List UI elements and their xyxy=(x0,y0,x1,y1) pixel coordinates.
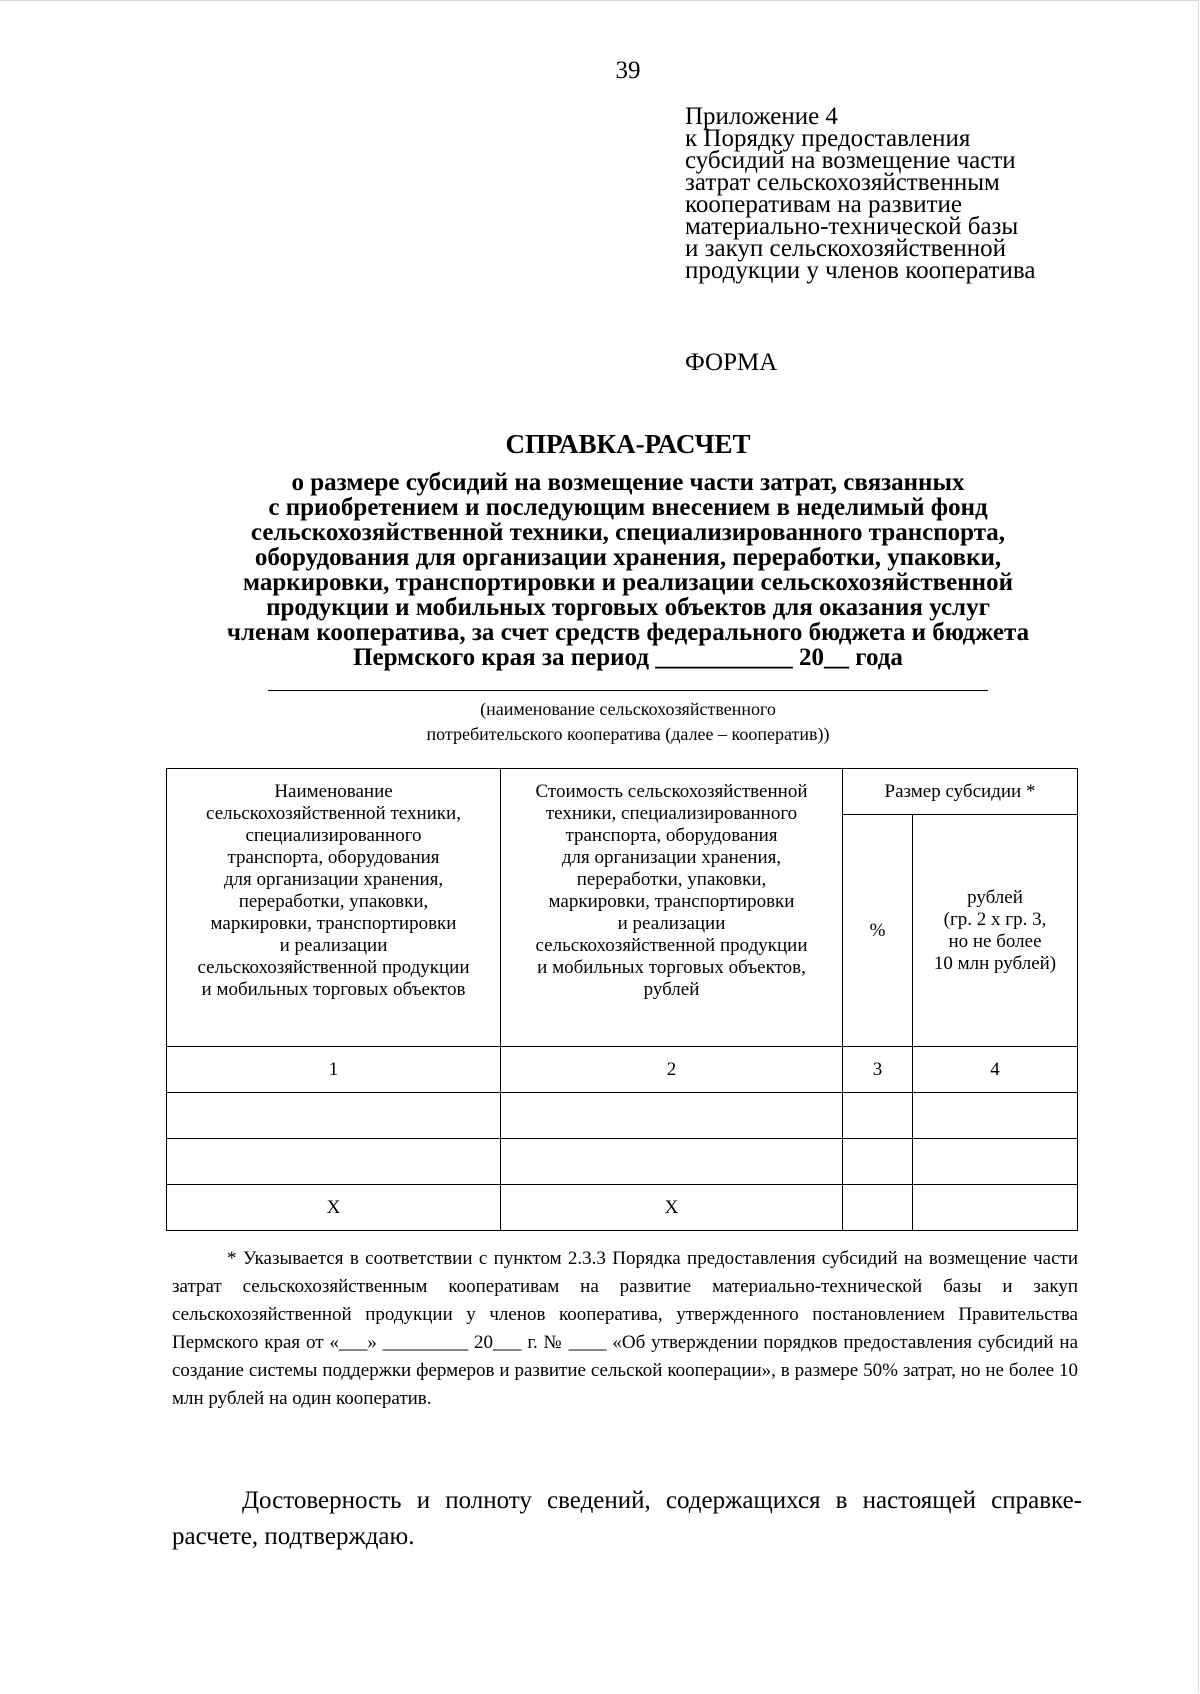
document-subtitle xyxy=(0,470,1200,670)
header-text: и реализации xyxy=(617,913,726,934)
appendix-line: продукции у членов кооператива xyxy=(685,257,1036,284)
header-text: Стоимость сельскохозяйственной xyxy=(535,781,808,802)
column-number: 1 xyxy=(167,1047,501,1093)
table-cell[interactable] xyxy=(843,1139,913,1185)
appendix-line: к Порядку предоставления xyxy=(685,125,971,152)
cooperative-name-caption xyxy=(0,697,1200,747)
table-cell[interactable] xyxy=(843,1185,913,1231)
header-text: и реализации xyxy=(279,935,388,956)
confirmation-statement xyxy=(172,1483,1082,1555)
confirmation-text: Достоверность и полноту сведений, содержащихся в настоящей справке-расчете, подтверждаю. xyxy=(172,1487,1082,1550)
table-row xyxy=(167,1139,1078,1185)
appendix-line: кооперативам на развитие xyxy=(685,191,963,218)
column-number: 4 xyxy=(913,1047,1078,1093)
form-label: ФОРМА xyxy=(685,349,778,376)
footnote-text: * Указывается в соответствии с пунктом 2.3.3 Порядка предоставления субсидий на возмещение части затрат сельскохозяйственным кооперативам на развитие материально-технической базы и закуп сельскохозяйственной продукции у членов кооператива, утвержденного постановлением Правительства Пермского края от «___» _________ 20___ г. № ____ «Об утверждении порядков предоставления субсидий на создание системы поддержки фермеров и развитие сельской кооперации», в размере 50% затрат, но не более 10 млн рублей на один кооператив. xyxy=(172,1248,1078,1409)
header-text: сельскохозяйственной продукции xyxy=(197,957,470,978)
table-cell[interactable] xyxy=(501,1139,843,1185)
header-text: рублей xyxy=(967,886,1023,908)
column-number-row xyxy=(167,1047,1078,1093)
footnote xyxy=(172,1245,1078,1413)
header-text: для организации хранения, xyxy=(561,847,782,868)
header-text: специализированного xyxy=(245,825,422,846)
header-text: транспорта, оборудования xyxy=(227,847,440,868)
table-cell[interactable] xyxy=(501,1093,843,1139)
table-cell[interactable] xyxy=(913,1185,1078,1231)
appendix-block xyxy=(685,103,1155,284)
header-text: 10 млн рублей) xyxy=(933,952,1057,974)
column-number: 3 xyxy=(843,1047,913,1093)
cooperative-name-line xyxy=(268,690,988,691)
header-text: для организации хранения, xyxy=(223,869,444,890)
subtitle-line: сельскохозяйственной техники, специализированного транспорта, xyxy=(250,519,1006,546)
header-text: маркировки, транспортировки xyxy=(210,913,457,934)
caption-line: (наименование сельскохозяйственного xyxy=(480,699,776,719)
document-title: СПРАВКА-РАСЧЕТ xyxy=(505,429,751,459)
subtitle-line: оборудования для организации хранения, переработки, упаковки, xyxy=(254,544,1002,571)
header-text: и мобильных торговых объектов, xyxy=(537,957,806,978)
header-subsidy-rubles xyxy=(913,815,1078,1047)
table-total-row xyxy=(167,1185,1078,1231)
column-number: 2 xyxy=(501,1047,843,1093)
header-text: маркировки, транспортировки xyxy=(548,891,795,912)
table-cell[interactable] xyxy=(913,1093,1078,1139)
appendix-line: материально-технической базы xyxy=(685,213,1019,240)
table-cell[interactable] xyxy=(843,1093,913,1139)
subtitle-line: Пермского края за период ___________ 20__ года xyxy=(353,644,903,671)
header-subsidy-size: Размер субсидии * xyxy=(843,769,1078,815)
header-text: и мобильных торговых объектов xyxy=(201,979,466,1000)
header-text: рублей xyxy=(643,979,700,1000)
table-cell[interactable] xyxy=(167,1139,501,1185)
subtitle-line: продукции и мобильных торговых объектов для оказания услуг xyxy=(266,594,990,621)
header-text: транспорта, оборудования xyxy=(565,825,778,846)
caption-line: потребительского кооператива (далее – кооператив)) xyxy=(426,724,830,744)
header-text: сельскохозяйственной продукции xyxy=(535,935,808,956)
header-text: но не более xyxy=(948,930,1042,952)
header-text: переработки, упаковки, xyxy=(576,869,767,890)
table-cell: Х xyxy=(501,1185,843,1231)
header-text: (гр. 2 х гр. 3, xyxy=(943,908,1047,930)
table-cell: Х xyxy=(167,1185,501,1231)
calculation-table xyxy=(166,768,1078,1231)
appendix-line: и закуп сельскохозяйственной xyxy=(685,235,1006,262)
subtitle-line: с приобретением и последующим внесением в неделимый фонд xyxy=(268,494,988,521)
header-equipment-cost xyxy=(501,769,843,1047)
appendix-line: Приложение 4 xyxy=(685,103,838,130)
header-text: Наименование xyxy=(274,781,393,802)
appendix-line: затрат сельскохозяйственным xyxy=(685,169,1000,196)
table-row xyxy=(167,1093,1078,1139)
header-equipment-name xyxy=(167,769,501,1047)
subtitle-line: о размере субсидий на возмещение части затрат, связанных xyxy=(291,469,965,496)
subtitle-line: маркировки, транспортировки и реализации сельскохозяйственной xyxy=(243,569,1013,596)
subtitle-line: членам кооператива, за счет средств федерального бюджета и бюджета xyxy=(226,619,1030,646)
appendix-line: субсидий на возмещение части xyxy=(685,147,1016,174)
table-cell[interactable] xyxy=(167,1093,501,1139)
header-text: переработки, упаковки, xyxy=(238,891,429,912)
header-percent: % xyxy=(843,815,913,1047)
header-text: сельскохозяйственной техники, xyxy=(206,803,461,824)
page-number: 39 xyxy=(615,57,641,84)
header-text: техники, специализированного xyxy=(545,803,798,824)
table-cell[interactable] xyxy=(913,1139,1078,1185)
